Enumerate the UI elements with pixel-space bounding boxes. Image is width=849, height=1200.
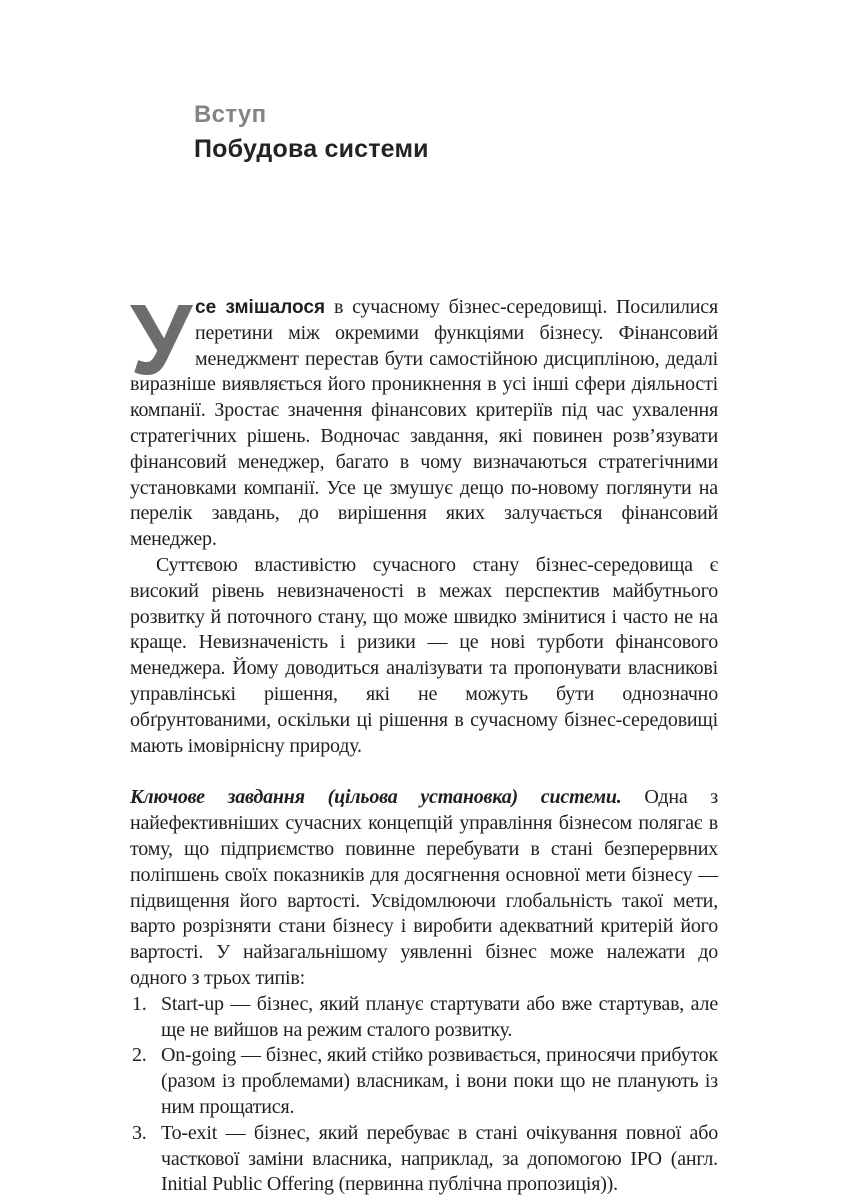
paragraph-intro <box>130 284 718 553</box>
list-item-start-up <box>130 992 718 1044</box>
list-item-number: 2. <box>132 1044 147 1067</box>
paragraph-uncertainty-text: Суттєвою властивістю сучасного стану бізнес-середовища є високий рівень невизначеності в межах перспектив майбутнього розвитку й поточного стану, що може швидко змінитися і часто не на краще. Невизначеність і ризики — це нові турботи фінансового менеджера. Йому доводиться аналізувати та пропонувати власникові управлінські рішення, які не можуть бути однозначно обґрунтованими, оскільки ці рішення в сучасному бізнес-середовищі мають імовірнісну природу. <box>130 553 718 757</box>
business-types-list <box>130 992 718 1198</box>
dropcap-letter: У <box>130 284 193 396</box>
chapter-header <box>194 101 429 164</box>
list-item-number: 1. <box>132 992 147 1015</box>
list-item-text: To-exit — бізнес, який перебуває в стані очікування повної або часткової заміни власника, наприклад, за допомогою IPO (англ. Initial Public Offering (первинна публічна пропозиція)). <box>161 1121 718 1196</box>
list-item-text: On-going — бізнес, який стійко розвивається, приносячи прибуток (разом із проблемами) власникам, і вони поки що не планують із ним прощатися. <box>161 1044 718 1118</box>
list-item-on-going <box>130 1043 718 1120</box>
paragraph-key-task-lead: Ключове завдання (цільова установка) системи. <box>130 786 622 809</box>
chapter-title: Побудова системи <box>194 135 429 163</box>
paragraph-key-task-text: Одна з найефективніших сучасних концепцій управління бізнесом полягає в тому, що підприємство повинне перебувати в стані безперервних поліпшень своїх показників для досягнення основної мети бізнесу — підвищення його вартості. Усвідомлюючи глобальність такої мети, варто розрізняти стани бізнесу і виробити адекватний критерій його вартості. У найзагальнішому уявленні бізнес може належати до одного з трьох типів: <box>130 786 719 989</box>
paragraph-uncertainty <box>130 553 718 759</box>
list-item-number: 3. <box>132 1121 147 1144</box>
list-item-to-exit <box>130 1121 718 1198</box>
paragraph-intro-lead: се змішалося <box>195 297 326 318</box>
chapter-kicker: Вступ <box>194 101 267 128</box>
paragraph-key-task <box>130 785 718 991</box>
list-item-text: Start-up — бізнес, який планує стартувати або вже стартував, але ще не вийшов на режим сталого розвитку. <box>161 992 718 1041</box>
paragraph-intro-text: в сучасному бізнес-середовищі. Посилилися перетини між окремими функціями бізнесу. Фінансовий менеджмент перестав бути самостійною дисципліною, дедалі виразніше виявляється його проникнення в усі інші сфери діяльності компанії. Зростає значення фінансових критеріїв під час ухвалення стратегічних рішень. Водночас завдання, які повинен розв’язувати фінансовий менеджер, багато в чому визначаються стратегічними установками компанії. Усе це змушує дещо по-новому поглянути на перелік завдань, до вирішення яких залучається фінансовий менеджер. <box>130 296 718 551</box>
text-block <box>130 284 719 1198</box>
